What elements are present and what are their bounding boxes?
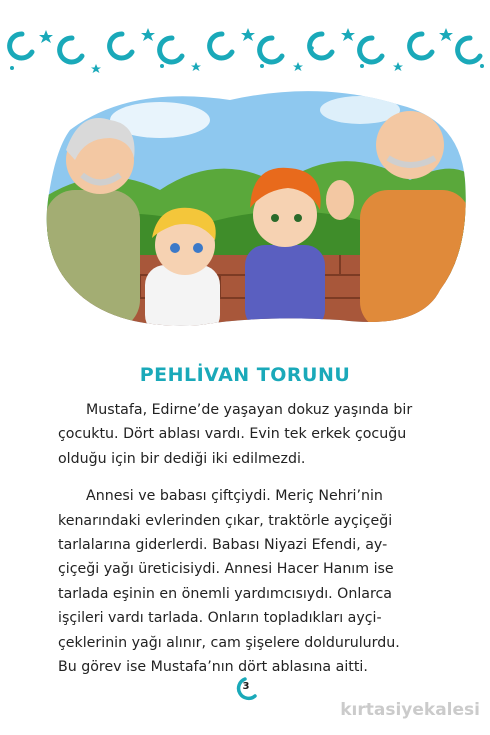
text-line: Annesi ve babası çiftçiydi. Meriç Nehri’nin <box>86 488 383 505</box>
text-line: çiçeği yağı üreticisiydi. Annesi Hacer Hanım ise <box>58 561 394 578</box>
star-icon <box>91 64 101 73</box>
text-line: olduğu için bir dediği iki edilmezdi. <box>58 450 306 467</box>
star-icon <box>393 62 403 71</box>
star-icon <box>39 30 53 43</box>
crescent-icon <box>160 38 182 62</box>
paragraph-2 <box>58 484 454 679</box>
paragraph-1 <box>58 398 454 471</box>
star-icon <box>191 62 201 71</box>
text-line: işçileri vardı tarlada. Onların topladıkları ayçi- <box>58 610 382 627</box>
watermark: kırtasiyekalesi <box>340 700 480 720</box>
crescent-icon <box>110 34 132 58</box>
story-illustration <box>40 80 470 330</box>
story-title: PEHLİVAN TORUNU <box>139 364 351 386</box>
text-line: tarlalarına giderlerdi. Babası Niyazi Efendi, ay- <box>58 537 388 554</box>
star-icon <box>241 28 255 41</box>
page-number-badge <box>231 676 257 702</box>
text-line: Mustafa, Edirne’de yaşayan dokuz yaşında bir <box>86 402 413 418</box>
crescent-icon <box>10 34 32 58</box>
text-line: tarlada eşinin en önemli yardımcısıydı. Onlarca <box>58 585 392 602</box>
page-number: 3 <box>242 681 250 692</box>
crescent-icon <box>310 34 332 58</box>
crescent-icon <box>210 34 232 58</box>
crescent-star-border <box>0 0 490 80</box>
crescent-icon <box>260 38 282 62</box>
story-text <box>58 398 454 679</box>
crescent-icon <box>360 38 382 62</box>
text-line: çocuktu. Dört ablası vardı. Evin tek erkek çocuğu <box>58 426 407 443</box>
star-icon <box>141 28 155 41</box>
text-line: Bu görev ise Mustafa’nın dört ablasına aitti. <box>58 659 368 676</box>
text-line: çeklerinin yağı alınır, cam şişelere doldurulurdu. <box>58 634 400 651</box>
crescent-icon <box>458 38 480 62</box>
star-icon <box>439 28 453 41</box>
star-icon <box>341 28 355 41</box>
text-line: kenarındaki evlerinden çıkar, traktörle ayçiçeği <box>58 512 393 529</box>
crescent-icon <box>410 34 432 58</box>
crescent-icon <box>60 38 82 62</box>
star-icon <box>293 62 303 71</box>
